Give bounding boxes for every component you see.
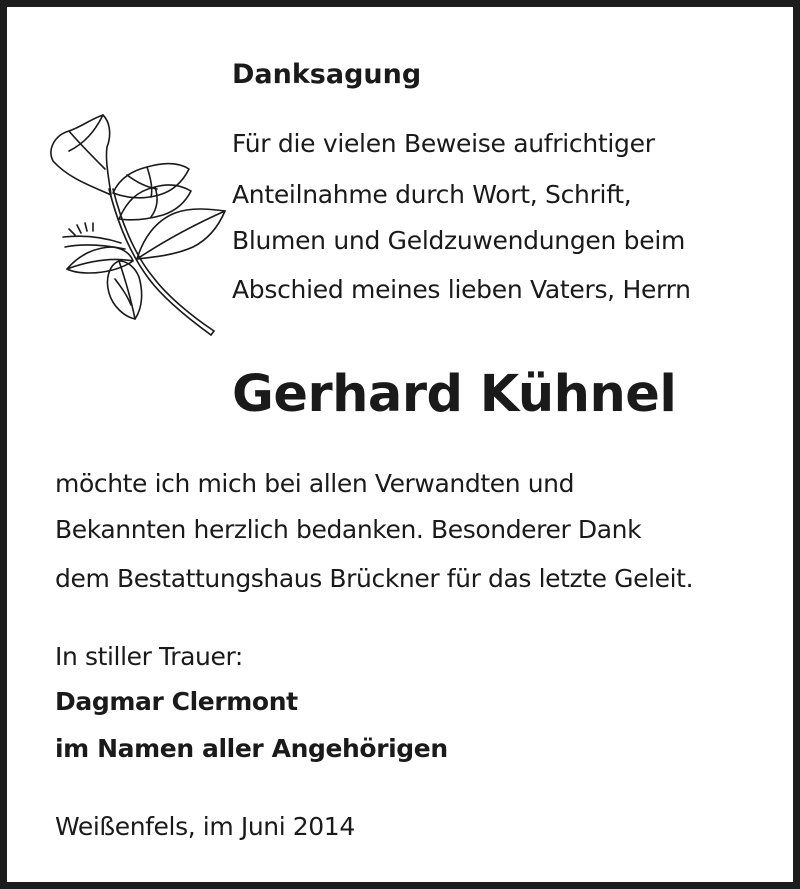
body-line-3: dem Bestattungshaus Brückner für das letzte Geleit. [55, 564, 694, 593]
deceased-name: Gerhard Kühnel [232, 365, 677, 424]
place-date: Weißenfels, im Juni 2014 [55, 812, 355, 841]
signatory-note: im Namen aller Angehörigen [55, 734, 448, 763]
notice-title: Danksagung [232, 59, 422, 90]
body-line-1: möchte ich mich bei allen Verwandten und [55, 469, 575, 498]
intro-line-4: Abschied meines lieben Vaters, Herrn [232, 275, 691, 304]
body-line-2: Bekannten herzlich bedanken. Besonderer Dank [55, 515, 642, 544]
mourning-label: In stiller Trauer: [55, 642, 243, 671]
intro-line-3: Blumen und Geldzuwendungen beim [232, 226, 686, 255]
signatory-name: Dagmar Clermont [55, 687, 298, 716]
intro-line-2: Anteilnahme durch Wort, Schrift, [232, 180, 632, 209]
calla-lily-icon [39, 109, 229, 341]
intro-line-1: Für die vielen Beweise aufrichtiger [232, 129, 655, 158]
